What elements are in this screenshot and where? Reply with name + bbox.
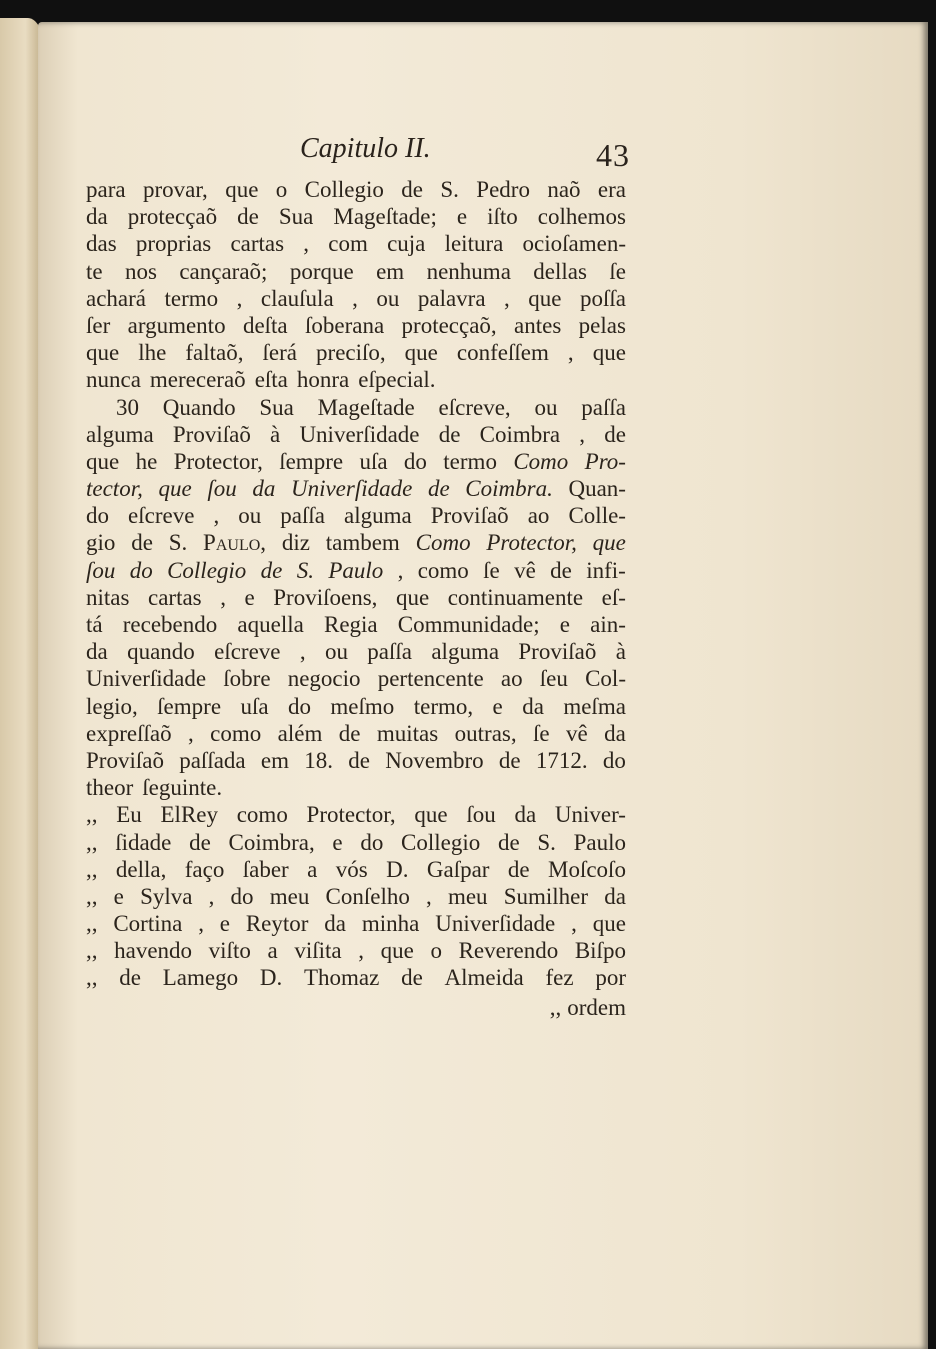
- word: S.: [168, 530, 188, 556]
- word: he: [135, 448, 158, 474]
- word: ,: [213, 503, 220, 529]
- word: clauſula: [260, 285, 334, 311]
- word: Mageſtade;: [333, 204, 437, 230]
- word: quando: [127, 639, 195, 665]
- word: ,: [352, 285, 358, 311]
- word: nitas: [86, 584, 130, 610]
- word: ,: [567, 340, 574, 366]
- word: que: [528, 285, 562, 311]
- word: das: [86, 231, 117, 257]
- word: muitas: [376, 720, 439, 746]
- word: ſempre: [157, 693, 222, 719]
- word: e: [113, 883, 124, 909]
- word: ſeguinte.: [142, 775, 223, 801]
- word: recebendo: [122, 612, 218, 637]
- word: paſſa: [280, 503, 325, 529]
- text-line: [86, 883, 626, 910]
- word: ,: [236, 285, 243, 311]
- word: eſpecial.: [358, 367, 436, 393]
- word: ao: [500, 666, 523, 692]
- word: e: [219, 911, 230, 937]
- word: cartas: [230, 231, 285, 257]
- word: termo,: [413, 693, 474, 719]
- text-line: [86, 448, 626, 475]
- word: da: [86, 639, 108, 665]
- word: alguma: [86, 421, 154, 447]
- word: por: [595, 965, 626, 991]
- word: eſcreve: [214, 639, 281, 665]
- word: em: [260, 747, 289, 773]
- word: ,: [299, 639, 306, 665]
- word: com: [328, 231, 368, 257]
- word: Como: [513, 448, 569, 474]
- word: naõ: [547, 177, 581, 202]
- word: vê: [514, 557, 536, 583]
- word: deſta: [242, 312, 288, 338]
- word: e: [492, 693, 503, 719]
- word: do: [230, 883, 254, 909]
- word: ,: [198, 911, 204, 937]
- word: infi-: [586, 557, 626, 583]
- word: D.: [386, 856, 409, 882]
- word: Proviſaõ: [86, 747, 164, 773]
- word: ou: [376, 285, 400, 311]
- running-title: Capitulo II.: [300, 133, 431, 164]
- word: que: [395, 584, 430, 610]
- text-line: [86, 964, 626, 991]
- word: protecçaõ: [127, 204, 218, 230]
- word: do: [403, 448, 427, 474]
- word: gio: [86, 530, 116, 556]
- text-line: [86, 693, 626, 720]
- word: Coimbra,: [228, 829, 315, 855]
- word: à: [270, 421, 281, 447]
- word: Quando: [162, 394, 236, 420]
- word: minha: [361, 911, 420, 937]
- word: D.: [259, 965, 283, 991]
- word: pertencente: [377, 666, 484, 692]
- word: ,,: [86, 829, 98, 855]
- word: meſma: [563, 693, 626, 719]
- word: mereceraõ: [149, 367, 246, 393]
- word: de: [260, 557, 283, 583]
- word: ordem: [567, 994, 626, 1020]
- word: Paulo: [328, 557, 384, 583]
- word: que: [592, 530, 626, 556]
- word: Proviſaõ: [518, 639, 597, 665]
- text-line: [86, 747, 626, 774]
- word: diz: [281, 530, 310, 556]
- word: uſa: [240, 693, 269, 719]
- word: ,: [579, 421, 586, 447]
- body-text: [86, 176, 626, 1021]
- word: ,: [303, 231, 310, 257]
- word: palavra: [417, 285, 486, 311]
- word: viſto: [208, 938, 251, 964]
- word: nunca: [86, 367, 141, 393]
- word: Sylva: [140, 883, 193, 909]
- word: que: [592, 911, 626, 937]
- word: Univerſidade: [435, 911, 556, 937]
- word: honra: [296, 367, 350, 393]
- word: vós: [335, 856, 368, 882]
- word: além: [277, 720, 323, 746]
- word: de: [348, 747, 370, 773]
- word: ,: [426, 883, 432, 909]
- word: ,: [187, 720, 194, 746]
- text-line: [86, 502, 626, 529]
- word: viſita: [294, 938, 342, 964]
- word: como: [210, 720, 262, 746]
- word: fez: [545, 965, 574, 991]
- word: ,: [358, 938, 364, 964]
- word: que: [158, 476, 192, 502]
- word: de: [427, 476, 450, 502]
- word: que: [592, 340, 626, 366]
- word: à: [615, 639, 626, 665]
- word: Collegio: [401, 829, 481, 855]
- word: Quan-: [568, 476, 626, 502]
- word: Pedro: [476, 177, 530, 202]
- word: do: [86, 503, 109, 529]
- word: ſobre: [223, 666, 271, 692]
- word: legio,: [86, 693, 138, 719]
- word: lhe: [138, 340, 167, 366]
- word: Paulo,: [203, 530, 267, 556]
- word: Sua: [278, 204, 314, 230]
- word: ſou: [466, 802, 496, 828]
- word: Thomaz: [303, 965, 380, 991]
- word: de: [604, 421, 626, 447]
- word: negocio: [287, 666, 361, 692]
- word: Sua: [259, 394, 294, 420]
- word: para: [86, 177, 126, 202]
- word: alguma: [344, 503, 412, 529]
- text-line: [86, 829, 626, 856]
- text-line: [86, 720, 626, 747]
- word: da: [86, 204, 108, 230]
- text-line: [86, 258, 626, 285]
- word: Protector,: [173, 448, 263, 474]
- word: meſmo: [330, 693, 395, 719]
- word: do: [129, 557, 153, 583]
- word: ou: [534, 394, 558, 420]
- word: Collegio: [167, 557, 247, 583]
- word: Lamego: [162, 965, 239, 991]
- word: ,,: [549, 994, 562, 1020]
- word: ocioſamen-: [522, 231, 626, 257]
- word: o: [430, 938, 442, 964]
- word: achará: [86, 285, 146, 311]
- word: de: [189, 829, 211, 855]
- word: antes: [514, 312, 562, 338]
- word: cançaraõ;: [179, 258, 268, 284]
- word: 18.: [304, 747, 334, 773]
- word: Coimbra.: [465, 476, 553, 502]
- text-line: [86, 475, 626, 502]
- word: termo: [443, 448, 497, 474]
- word: em: [376, 258, 405, 284]
- word: ſerá: [262, 340, 297, 366]
- word: ,: [208, 883, 215, 909]
- text-line: [86, 394, 626, 421]
- text-line: [86, 665, 626, 692]
- word: expreſſaõ: [86, 720, 172, 746]
- word: tá: [86, 612, 103, 637]
- word: nenhuma: [426, 258, 511, 284]
- word: uſa: [359, 448, 388, 474]
- word: como: [417, 557, 469, 583]
- word: Communidade;: [397, 612, 540, 637]
- word: eſ-: [601, 584, 626, 610]
- word: Biſpo: [574, 938, 626, 964]
- word: Mageſtade: [317, 394, 415, 420]
- word: ſe: [609, 258, 626, 284]
- word: poſſa: [579, 285, 626, 311]
- text-line: [86, 203, 626, 230]
- word: 1712.: [535, 747, 588, 773]
- word: Univerſidade: [86, 666, 207, 692]
- word: Proviſaõ: [172, 421, 251, 447]
- word: eſcreve: [128, 503, 195, 529]
- word: ſe: [483, 557, 500, 583]
- word: do: [287, 693, 311, 719]
- word: que: [86, 448, 120, 474]
- word: ,: [220, 584, 226, 610]
- word: confeſſem: [456, 340, 549, 366]
- word: Univer-: [554, 802, 626, 828]
- text-line: [86, 584, 626, 611]
- word: Eu: [116, 802, 142, 828]
- word: da: [604, 883, 626, 909]
- word: aquella: [237, 612, 304, 637]
- word: e: [456, 204, 468, 230]
- word: Como: [415, 530, 471, 556]
- word: paſſa: [367, 639, 412, 665]
- word: ain-: [590, 612, 626, 637]
- word: colhemos: [537, 204, 626, 230]
- word: e: [559, 612, 570, 637]
- word: Reverendo: [458, 938, 559, 964]
- word: Paulo: [573, 829, 626, 855]
- text-line: [86, 611, 626, 638]
- word: outras,: [454, 720, 517, 746]
- word: Colle-: [568, 503, 626, 529]
- word: da: [514, 802, 537, 828]
- word: S.: [296, 557, 314, 583]
- word: ,: [571, 911, 577, 937]
- word: e: [332, 829, 343, 855]
- word: preciſo,: [316, 340, 386, 366]
- text-line: [86, 529, 626, 556]
- word: Conſelho: [325, 883, 410, 909]
- word: Reytor: [245, 911, 309, 937]
- word: ou: [238, 503, 262, 529]
- word: de: [497, 829, 520, 855]
- word: te: [86, 258, 103, 284]
- word: ſe: [533, 720, 550, 746]
- word: tambem: [325, 530, 400, 556]
- word: Gaſpar: [426, 856, 490, 882]
- word: e: [244, 584, 255, 610]
- word: vê: [566, 720, 588, 746]
- word: Sumilher: [503, 883, 589, 909]
- text-line: [86, 910, 626, 937]
- word: de: [119, 965, 141, 991]
- word: pelas: [578, 312, 626, 338]
- word: paſſa: [581, 394, 626, 420]
- word: de: [438, 421, 461, 447]
- word: della,: [115, 856, 167, 882]
- word: Protector,: [306, 802, 396, 828]
- word: Almeida: [444, 965, 524, 991]
- word: ſempre: [279, 448, 344, 474]
- word: Univerſidade: [290, 476, 413, 502]
- word: era: [597, 177, 626, 202]
- word: ,: [504, 285, 510, 311]
- word: ,,: [86, 938, 98, 964]
- word: do: [360, 829, 384, 855]
- word: Novembro: [385, 747, 484, 773]
- page-header: [300, 133, 630, 177]
- word: Proviſoens,: [273, 584, 378, 610]
- word: Moſcoſo: [548, 856, 626, 882]
- word: proprias: [135, 231, 212, 257]
- word: iſto: [487, 204, 518, 230]
- word: nos: [125, 258, 157, 284]
- word: que: [380, 938, 414, 964]
- text-line: [86, 312, 626, 339]
- text-line: [86, 285, 626, 312]
- word: de: [498, 747, 521, 773]
- word: eſta: [254, 367, 288, 393]
- word: de: [338, 720, 361, 746]
- text-line: [86, 937, 626, 964]
- word: ,: [397, 557, 404, 583]
- text-line: [86, 176, 626, 203]
- word: ,,: [86, 856, 98, 882]
- paragraph-number: 30: [116, 394, 139, 420]
- word: meu: [447, 883, 488, 909]
- word: Pro-: [584, 448, 626, 474]
- word: continuamente: [447, 584, 584, 610]
- word: leitura: [444, 231, 504, 257]
- word: o: [275, 177, 288, 202]
- word: do: [602, 747, 626, 773]
- word: ElRey: [160, 802, 218, 828]
- word: ſidade: [115, 829, 172, 855]
- word: da: [252, 476, 276, 502]
- text-line: [86, 421, 626, 448]
- word: theor: [86, 775, 134, 801]
- word: da: [522, 693, 544, 719]
- text-line: [86, 638, 626, 665]
- word: paſſada: [179, 747, 246, 773]
- word: ao: [527, 503, 550, 529]
- word: de: [131, 530, 153, 556]
- word: Protector,: [486, 530, 577, 556]
- text-line: [86, 774, 626, 801]
- word: que: [404, 340, 438, 366]
- word: ,,: [86, 911, 98, 937]
- word: Cortina: [113, 911, 183, 937]
- word: como: [236, 802, 288, 828]
- word: da: [604, 720, 626, 746]
- word: cartas: [148, 584, 202, 610]
- word: cuja: [387, 231, 426, 257]
- word: Coimbra: [479, 421, 561, 447]
- word: ,,: [86, 883, 98, 909]
- text-line: [86, 366, 626, 393]
- text-line: [86, 230, 626, 257]
- word: porque: [289, 258, 354, 284]
- word: S.: [440, 177, 459, 202]
- word: faço: [184, 856, 225, 882]
- word: Col-: [585, 666, 626, 692]
- word: que: [86, 340, 120, 366]
- word: que: [414, 802, 448, 828]
- word: de: [401, 177, 423, 202]
- text-line: [86, 339, 626, 366]
- word: da: [324, 911, 347, 937]
- word: ſoberana: [305, 312, 385, 338]
- word: ſeu: [539, 666, 568, 692]
- word: dellas: [533, 258, 587, 284]
- word: tector,: [86, 476, 143, 502]
- catchword: [86, 994, 626, 1021]
- text-line: [86, 557, 626, 584]
- word: alguma: [431, 639, 500, 665]
- word: havendo: [114, 938, 193, 964]
- text-line: [86, 801, 626, 828]
- word: S.: [537, 829, 556, 855]
- text-line: [86, 856, 626, 883]
- word: argumento: [127, 312, 226, 338]
- word: ſaber: [242, 856, 289, 882]
- word: Regia: [323, 612, 378, 637]
- word: de: [237, 204, 259, 230]
- word: faltaõ,: [185, 340, 244, 366]
- word: ,,: [86, 802, 98, 828]
- word: ,,: [86, 965, 98, 991]
- word: Univerſidade: [299, 421, 420, 447]
- word: ſer: [86, 312, 111, 338]
- word: termo: [164, 285, 219, 311]
- word: Proviſaõ: [430, 503, 509, 529]
- word: que: [225, 177, 259, 202]
- word: a: [267, 938, 278, 964]
- word: de: [401, 965, 423, 991]
- word: ſou: [86, 557, 116, 583]
- page-number: 43: [596, 137, 630, 173]
- word: meu: [269, 883, 310, 909]
- word: protecçaõ,: [401, 312, 497, 338]
- word: provar,: [142, 177, 208, 202]
- word: de: [507, 856, 530, 882]
- word: ou: [324, 639, 348, 665]
- word: a: [307, 856, 318, 882]
- word: eſcreve,: [438, 394, 511, 420]
- word: ſou: [207, 476, 237, 502]
- word: Collegio: [304, 177, 384, 202]
- word: de: [550, 557, 572, 583]
